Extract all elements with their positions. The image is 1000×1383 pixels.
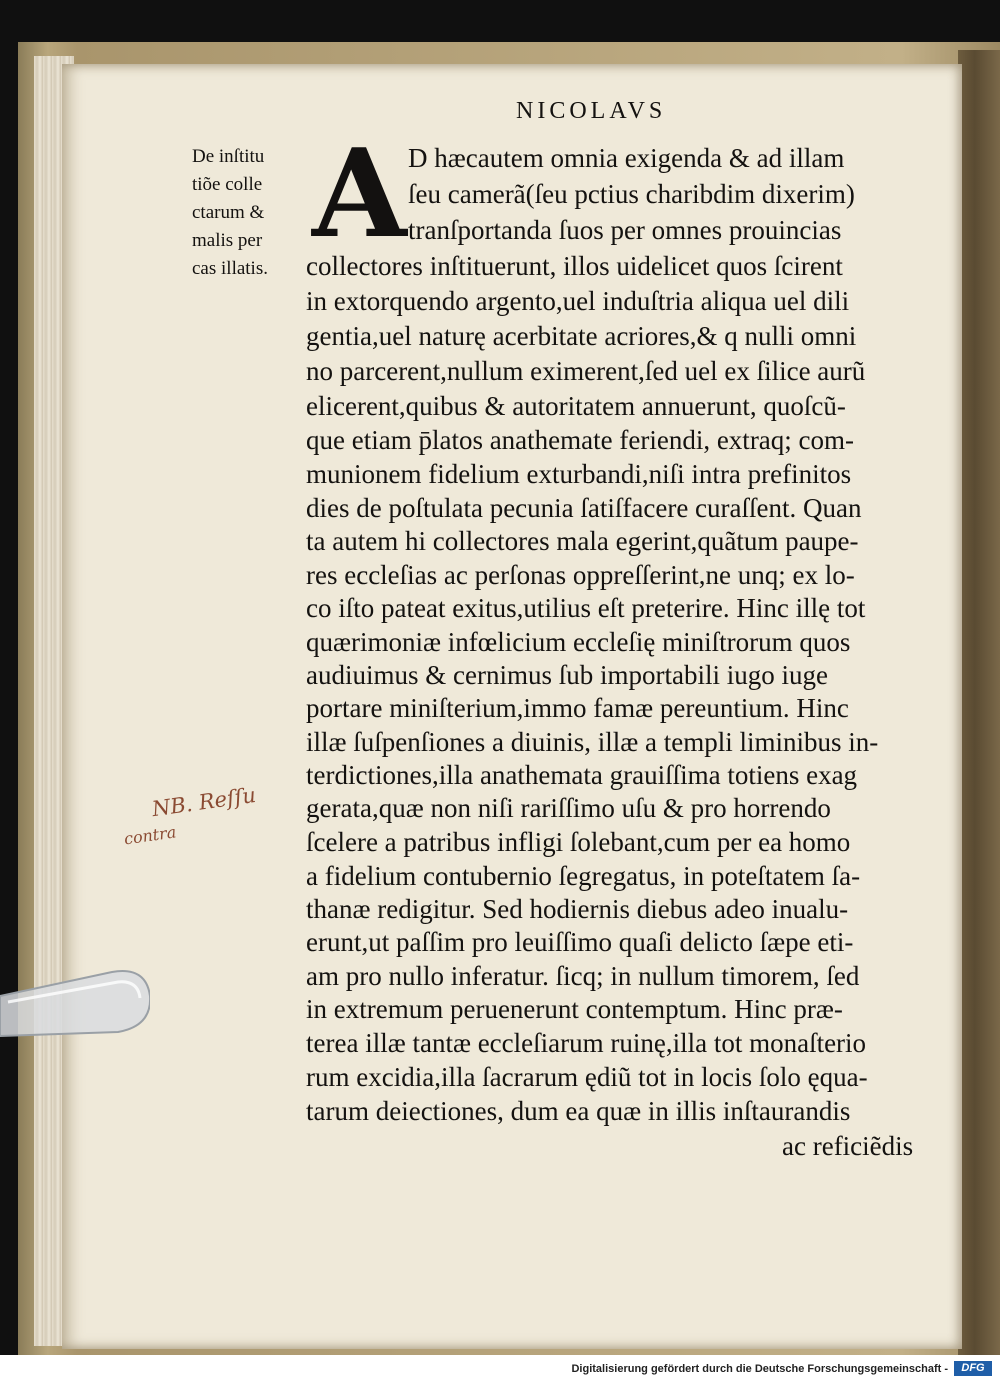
text-line: rum excidia,illa ſacrarum ędiũ tot in locis ſolo ęqua-	[306, 1062, 868, 1092]
dfg-logo: DFG	[954, 1361, 992, 1376]
text-line: terea illæ tantæ eccleſiarum ruinę,illa tot monaſterio	[306, 1028, 867, 1058]
text-line: munionem fidelium exturbandi,niſi intra prefinitos	[306, 459, 852, 489]
text-line: a fidelium contubernio ſegregatus, in poteſtatem ſa-	[306, 861, 861, 891]
footer-bar	[0, 1355, 1000, 1383]
running-head: NICOLAVS	[516, 98, 667, 124]
handwritten-line: contra	[122, 822, 178, 849]
text-line: co iſto pateat exitus,utilius eſt preterire. Hinc illę tot	[306, 593, 866, 623]
text-line: quærimoniæ infœlicium eccleſię miniſtrorum quos	[306, 627, 851, 657]
text-line: erunt,ut paſſim pro leuiſſimo quaſi delicto ſæpe eti-	[306, 927, 854, 957]
text-line: dies de poſtulata pecunia ſatiſfacere curaſſent. Quan	[306, 493, 862, 523]
marginal-note-line: cas illatis.	[192, 258, 268, 279]
text-line: gerata,quæ non niſi rariſſimo uſu & pro horrendo	[306, 793, 831, 823]
text-line: illæ ſuſpenſiones a diuinis, illæ a templi liminibus in-	[306, 727, 879, 757]
text-line: D hæcautem omnia exigenda & ad illam	[408, 143, 845, 173]
drop-cap-initial: A	[312, 121, 407, 265]
marginal-note-line: malis per	[192, 230, 263, 251]
handwritten-line: NB. Reſſu	[150, 782, 258, 822]
funding-credit: Digitalisierung gefördert durch die Deutsche Forschungsgemeinschaft -	[571, 1363, 948, 1375]
text-line: gentia,uel naturę acerbitate acriores,& q nulli omni	[306, 321, 857, 351]
text-line: ac reficiẽdis	[782, 1131, 914, 1161]
text-line: que etiam p̄latos anathemate feriendi, extraq; com-	[306, 425, 855, 455]
text-line: tarum deiectiones, dum ea quæ in illis inſtaurandis	[306, 1096, 851, 1126]
marginal-note-line: tiõe colle	[192, 174, 263, 195]
text-line: collectores inſtituerunt, illos uidelicet quos ſcirent	[306, 251, 843, 281]
text-line: ſcelere a patribus infligi ſolebant,cum per ea homo	[306, 827, 851, 857]
marginal-note-line: De inſtitu	[192, 146, 265, 167]
text-line: portare miniſterium,immo famæ pereuntium. Hinc	[306, 693, 849, 723]
marginal-note-line: ctarum &	[192, 202, 265, 223]
text-line: terdictiones,illa anathemata grauiſſima totiens exag	[306, 760, 858, 790]
text-line: in extremum peruenerunt contemptum. Hinc præ-	[306, 994, 843, 1024]
text-line: ſeu camerã(ſeu pctius charibdim dixerim)	[408, 179, 855, 209]
page-clip	[0, 968, 150, 1040]
text-line: elicerent,quibus & autoritatem annuerunt, quoſcũ-	[306, 391, 846, 421]
text-line: no parcerent,nullum eximerent,ſed uel ex ſilice aurũ	[306, 356, 866, 386]
text-line: audiuimus & cernimus ſub importabili iugo iuge	[306, 660, 828, 690]
text-line: am pro nullo inferatur. ſicq; in nullum timorem, ſed	[306, 961, 860, 991]
text-line: res eccleſias ac perſonas oppreſſerint,ne unq; ex lo-	[306, 560, 855, 590]
text-line: in extorquendo argento,uel induſtria aliqua uel dili	[306, 286, 850, 316]
text-line: ta autem hi collectores mala egerint,quãtum paupe-	[306, 526, 859, 556]
text-line: thanæ redigitur. Sed hodiernis diebus adeo inualu-	[306, 894, 849, 924]
text-line: tranſportanda ſuos per omnes prouincias	[408, 215, 842, 245]
